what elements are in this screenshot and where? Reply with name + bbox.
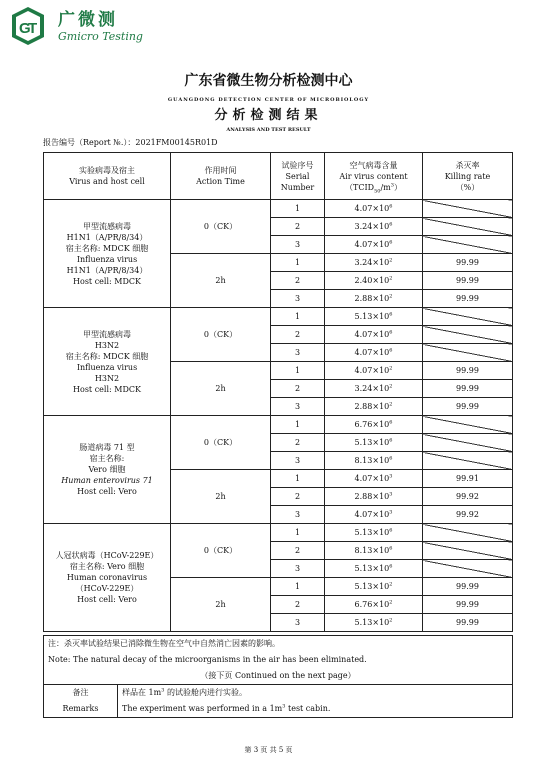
serial-cell: 2: [271, 542, 325, 560]
table-row: [44, 308, 513, 326]
exponent: 3: [389, 473, 393, 480]
exponent: 2: [389, 293, 393, 300]
brand-name-en: Gmicro Testing: [58, 30, 143, 43]
virus-content-cell: $5.13\times 10^6$: [325, 560, 423, 578]
serial-cell: 1: [271, 578, 325, 596]
result-title-cn: 分析检测结果: [214, 108, 323, 123]
serial-cell: 3: [271, 290, 325, 308]
remark-cn: 样品在 $1m^3$ 的试验舱内进行实验。: [122, 687, 247, 697]
serial-cell: 1: [271, 254, 325, 272]
brand-name-cn: 广微测: [58, 10, 118, 30]
action-time-ck: 0（CK）: [171, 308, 271, 362]
virus-host-cell: [44, 308, 171, 416]
page-number: 第 3 页 共 5 页: [244, 746, 293, 754]
virus-line: H1N1（A/PR/8/34）: [66, 265, 148, 275]
header-action-time: 作用时间 Action Time: [171, 153, 271, 200]
virus-content-cell: $8.13\times 10^6$: [325, 452, 423, 470]
killing-rate-cell: 99.91: [423, 470, 513, 488]
virus-line: H1N1（A/PR/8/34）: [66, 232, 148, 242]
exponent: 6: [389, 545, 393, 552]
virus-content-cell: $4.07\times 10^6$: [325, 236, 423, 254]
serial-cell: 3: [271, 344, 325, 362]
exponent: 2: [389, 365, 393, 372]
exponent: 6: [389, 527, 393, 534]
exponent: 2: [389, 581, 393, 588]
action-time-ck: 0（CK）: [171, 416, 271, 470]
virus-line: 甲型流感病毒: [83, 329, 131, 339]
exponent: 6: [389, 437, 393, 444]
virus-line: 肠道病毒 71 型: [79, 443, 135, 452]
action-time-2h: 2h: [171, 578, 271, 632]
table-row: [44, 416, 513, 434]
virus-content-cell: $4.07\times 10^6$: [325, 344, 423, 362]
virus-line: Human coronavirus: [66, 573, 148, 582]
virus-line: Host cell: Vero: [77, 595, 137, 604]
result-title-en: ANALYSIS AND TEST RESULT: [226, 127, 311, 133]
header-serial: 试验序号 Serial Number: [271, 153, 325, 200]
exponent: 2: [389, 599, 393, 606]
notes-cell: [44, 636, 513, 685]
exponent: 2: [389, 275, 393, 282]
remarks-content: [118, 685, 513, 718]
virus-content-cell: $2.40\times 10^2$: [325, 272, 423, 290]
exponent: 6: [389, 329, 393, 336]
killing-rate-cell: 99.99: [423, 290, 513, 308]
virus-line: Host cell: MDCK: [73, 276, 141, 286]
killing-rate-na: [423, 560, 513, 578]
virus-line: 宿主名称: MDCK 细胞: [65, 243, 149, 253]
serial-cell: 1: [271, 200, 325, 218]
exponent: 6: [389, 221, 393, 228]
virus-content-cell: $4.07\times 10^6$: [325, 200, 423, 218]
virus-content-cell: $6.76\times 10^6$: [325, 416, 423, 434]
results-table: [43, 152, 513, 632]
killing-rate-cell: 99.99: [423, 254, 513, 272]
exponent: 2: [389, 617, 393, 624]
virus-host-cell: [44, 524, 171, 632]
serial-cell: 1: [271, 416, 325, 434]
svg-text:T: T: [28, 20, 38, 37]
serial-cell: 2: [271, 434, 325, 452]
virus-line: 宿主名称:: [89, 454, 125, 463]
virus-content-cell: $4.07\times 10^6$: [325, 326, 423, 344]
serial-cell: 2: [271, 596, 325, 614]
virus-content-cell: $5.13\times 10^6$: [325, 308, 423, 326]
serial-cell: 3: [271, 506, 325, 524]
exponent: 6: [389, 203, 393, 210]
killing-rate-na: [423, 542, 513, 560]
header-virus: 实验病毒及宿主 Virus and host cell: [44, 153, 171, 200]
serial-cell: 3: [271, 398, 325, 416]
action-time-ck: 0（CK）: [171, 200, 271, 254]
killing-rate-na: [423, 326, 513, 344]
header-air-virus-content: 空气病毒含量 Air virus content $(TCID_{50}/m^3)$: [325, 153, 423, 200]
table-header-row: [44, 153, 513, 200]
killing-rate-cell: 99.99: [423, 398, 513, 416]
continued-note: （接下页 Continued on the next page）: [200, 671, 356, 680]
killing-rate-na: [423, 200, 513, 218]
serial-cell: 3: [271, 236, 325, 254]
virus-line: 宿主名称: Vero 细胞: [69, 562, 145, 571]
note-cn: 注：杀灭率试验结果已消除微生物在空气中自然消亡因素的影响。: [48, 639, 280, 648]
serial-cell: 3: [271, 452, 325, 470]
remark-en: The experiment was performed in a $1m^3$ test cabin.: [122, 703, 331, 713]
action-time-2h: 2h: [171, 470, 271, 524]
killing-rate-na: [423, 344, 513, 362]
gmicro-logo-icon: [10, 6, 46, 46]
header-killing-rate: 杀灭率 Killing rate （%）: [423, 153, 513, 200]
virus-content-cell: $2.88\times 10^2$: [325, 290, 423, 308]
action-time-ck: 0（CK）: [171, 524, 271, 578]
killing-rate-na: [423, 218, 513, 236]
note-en: Note: The natural decay of the microorganisms in the air has been eliminated.: [48, 655, 367, 664]
exponent: 6: [389, 455, 393, 462]
virus-content-cell: $2.88\times 10^3$: [325, 488, 423, 506]
virus-content-cell: $5.13\times 10^6$: [325, 434, 423, 452]
exponent: 6: [389, 419, 393, 426]
serial-cell: 2: [271, 488, 325, 506]
virus-line: Human enterovirus 71: [61, 476, 153, 485]
killing-rate-na: [423, 524, 513, 542]
exponent: 3: [389, 509, 393, 516]
exponent: 6: [389, 563, 393, 570]
killing-rate-na: [423, 236, 513, 254]
virus-content-cell: $4.07\times 10^3$: [325, 470, 423, 488]
killing-rate-cell: 99.92: [423, 488, 513, 506]
org-title-cn: 广东省微生物分析检测中心: [184, 73, 353, 89]
virus-content-cell: $5.13\times 10^6$: [325, 524, 423, 542]
virus-line: （HCoV-229E）: [75, 584, 139, 593]
killing-rate-na: [423, 416, 513, 434]
table-row: [44, 200, 513, 218]
report-number: [43, 137, 218, 148]
virus-content-cell: $2.88\times 10^2$: [325, 398, 423, 416]
killing-rate-cell: 99.99: [423, 596, 513, 614]
exponent: 3: [389, 491, 393, 498]
virus-line: H3N2: [94, 340, 120, 350]
virus-host-cell: [44, 200, 171, 308]
table-row: [44, 524, 513, 542]
killing-rate-cell: 99.99: [423, 362, 513, 380]
serial-cell: 2: [271, 272, 325, 290]
org-title-en: GUANGDONG DETECTION CENTER OF MICROBIOLOGY: [167, 97, 370, 103]
serial-cell: 1: [271, 362, 325, 380]
serial-cell: 1: [271, 524, 325, 542]
serial-cell: 3: [271, 614, 325, 632]
exponent: 6: [389, 347, 393, 354]
serial-cell: 1: [271, 470, 325, 488]
virus-content-cell: $3.24\times 10^2$: [325, 380, 423, 398]
exponent: 2: [389, 383, 393, 390]
killing-rate-cell: 99.99: [423, 272, 513, 290]
killing-rate-cell: 99.92: [423, 506, 513, 524]
virus-line: 宿主名称: MDCK 细胞: [65, 351, 149, 361]
virus-line: 人冠状病毒（HCoV-229E）: [55, 551, 159, 560]
virus-line: Vero 细胞: [88, 465, 126, 474]
killing-rate-cell: 99.99: [423, 380, 513, 398]
virus-host-cell: [44, 416, 171, 524]
virus-line: Host cell: MDCK: [73, 384, 141, 394]
report-number-value: 2021FM00145R01D: [135, 138, 218, 147]
exponent: 2: [389, 401, 393, 408]
virus-line: Influenza virus: [76, 362, 138, 372]
serial-cell: 3: [271, 560, 325, 578]
notes-table: [43, 635, 513, 718]
virus-content-cell: $5.13\times 10^2$: [325, 578, 423, 596]
exponent: 6: [389, 239, 393, 246]
virus-content-cell: $4.07\times 10^3$: [325, 506, 423, 524]
virus-content-cell: $8.13\times 10^6$: [325, 542, 423, 560]
virus-content-cell: $5.13\times 10^2$: [325, 614, 423, 632]
action-time-2h: 2h: [171, 254, 271, 308]
svg-text:G: G: [19, 20, 31, 37]
exponent: 6: [389, 311, 393, 318]
exponent: 2: [389, 257, 393, 264]
killing-rate-cell: 99.99: [423, 614, 513, 632]
action-time-2h: 2h: [171, 362, 271, 416]
virus-content-cell: $4.07\times 10^2$: [325, 362, 423, 380]
virus-line: Influenza virus: [76, 254, 138, 264]
serial-cell: 2: [271, 326, 325, 344]
virus-content-cell: $3.24\times 10^6$: [325, 218, 423, 236]
report-number-label: 报告编号（Report №.）：: [43, 138, 136, 147]
virus-content-cell: $6.76\times 10^2$: [325, 596, 423, 614]
killing-rate-na: [423, 308, 513, 326]
virus-line: 甲型流感病毒: [83, 221, 131, 231]
serial-cell: 2: [271, 218, 325, 236]
serial-cell: 1: [271, 308, 325, 326]
killing-rate-cell: 99.99: [423, 578, 513, 596]
serial-cell: 2: [271, 380, 325, 398]
virus-content-cell: $3.24\times 10^2$: [325, 254, 423, 272]
killing-rate-na: [423, 452, 513, 470]
virus-line: H3N2: [94, 373, 120, 383]
remarks-label: 备注 Remarks: [44, 685, 118, 718]
killing-rate-na: [423, 434, 513, 452]
virus-line: Host cell: Vero: [77, 487, 137, 496]
